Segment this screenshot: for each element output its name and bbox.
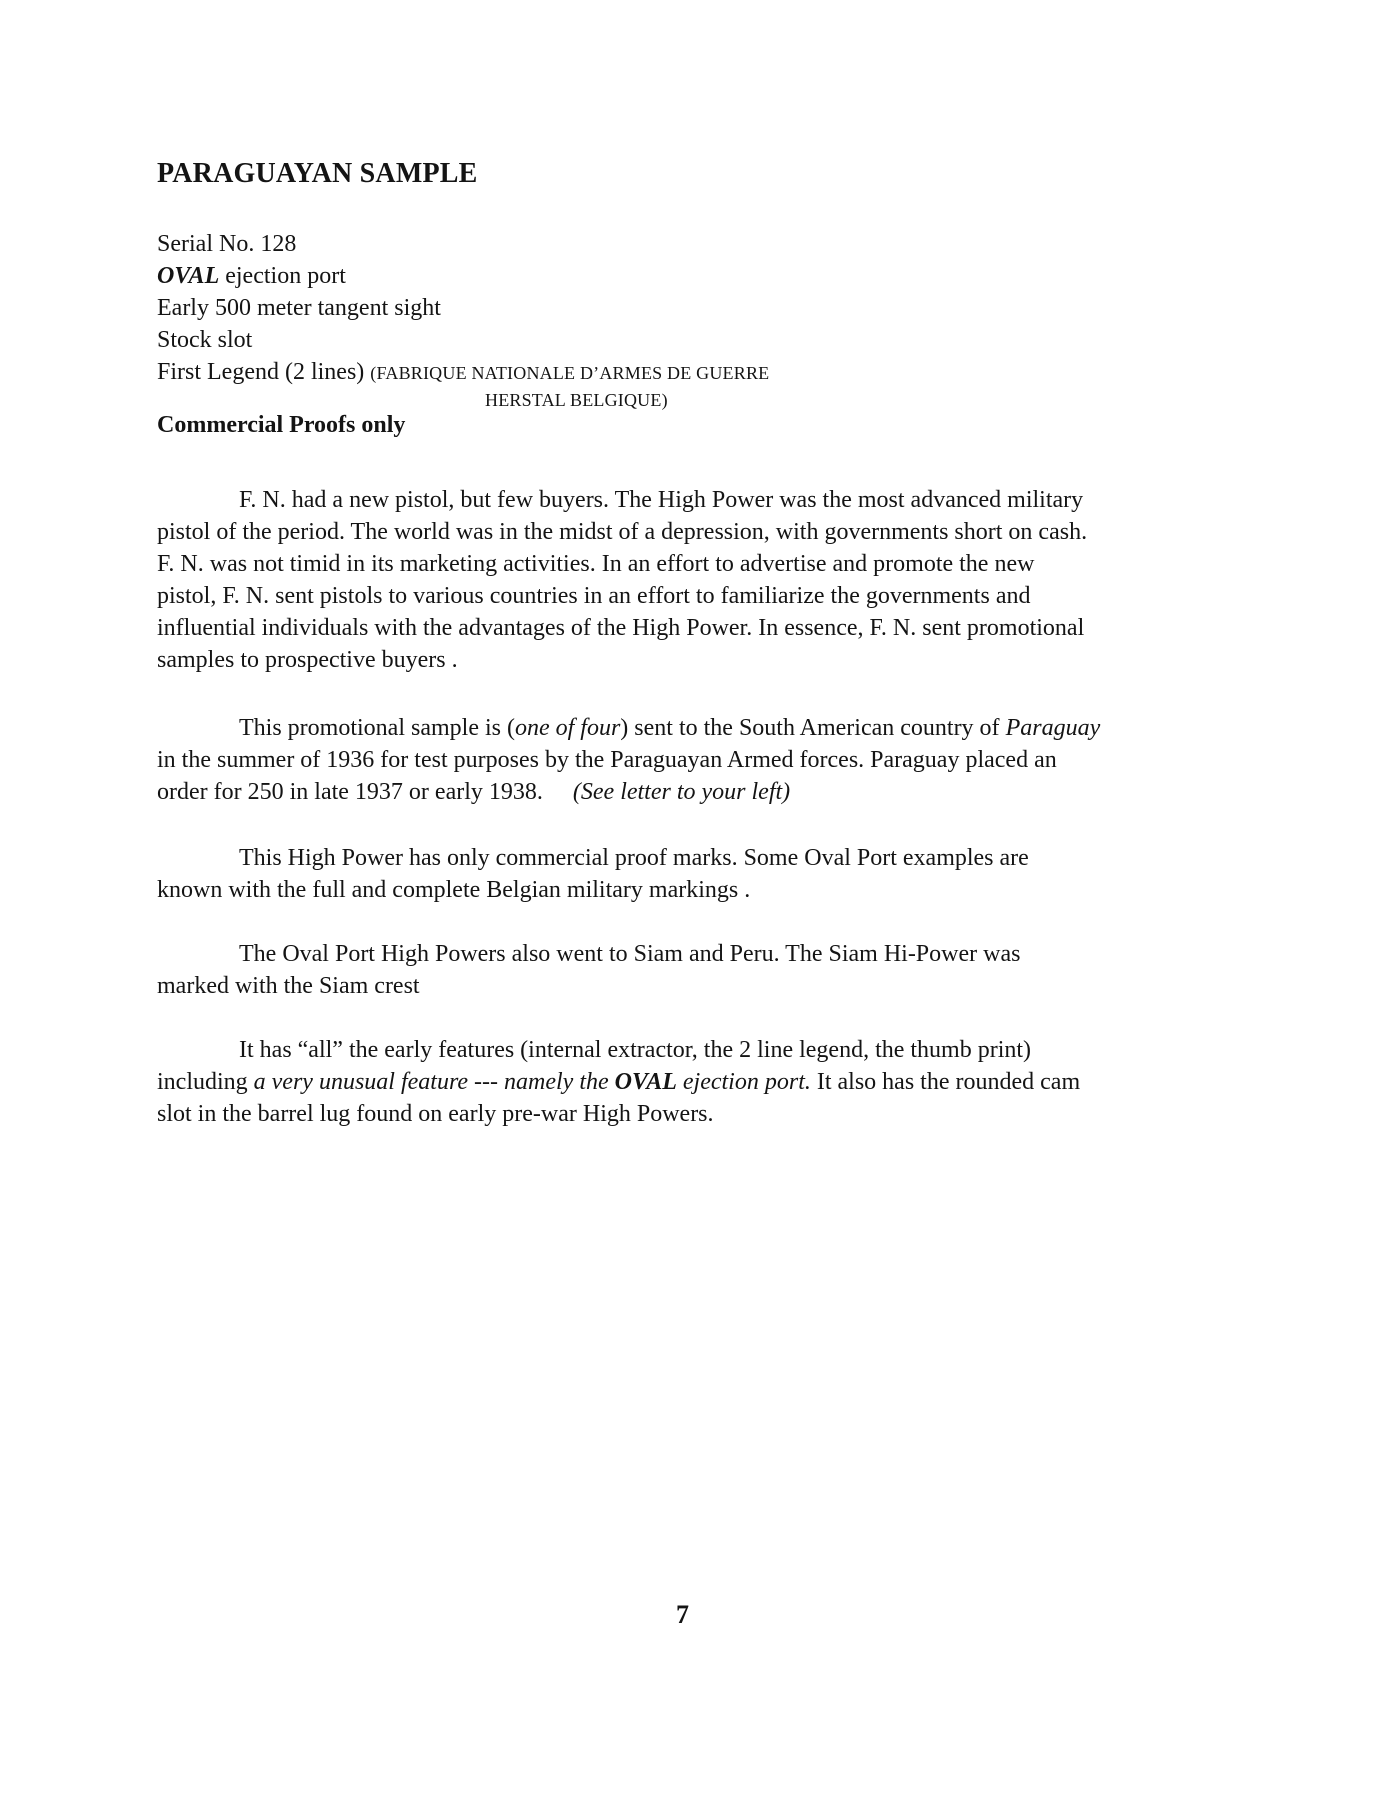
paragraph-paraguay bbox=[157, 712, 1237, 808]
paragraph-line: It has “all” the early features (internal extractor, the 2 line legend, the thumb print) bbox=[239, 1037, 1032, 1063]
paragraph-line: F. N. had a new pistol, but few buyers. The High Power was the most advanced military bbox=[239, 487, 1084, 513]
text-run: It also has the rounded cam bbox=[810, 1069, 1081, 1095]
paragraph-line: influential individuals with the advantages of the High Power. In essence, F. N. sent promotional bbox=[157, 615, 1085, 641]
legend-label: First Legend (2 lines) bbox=[157, 359, 371, 385]
legend-spec bbox=[157, 356, 769, 389]
paragraph-early-features bbox=[157, 1034, 1237, 1130]
page-number: 7 bbox=[676, 1600, 689, 1629]
oval-emphasis: OVAL bbox=[157, 263, 220, 289]
oval-emphasis: OVAL bbox=[614, 1069, 677, 1095]
paragraph-line: pistol, F. N. sent pistols to various countries in an effort to familiarize the governments and bbox=[157, 583, 1031, 609]
unusual-feature-emphasis: a very unusual feature --- namely the bbox=[253, 1069, 615, 1095]
ejection-port-spec bbox=[157, 260, 769, 292]
paragraph-marketing bbox=[157, 484, 1237, 676]
legend-line-2: HERSTAL BELGIQUE) bbox=[485, 390, 668, 410]
one-of-four-emphasis: one of four bbox=[514, 715, 621, 741]
sight-spec: Early 500 meter tangent sight bbox=[157, 295, 441, 321]
paragraph-line: F. N. was not timid in its marketing activities. In an effort to advertise and promote the new bbox=[157, 551, 1035, 577]
text-run: This promotional sample is ( bbox=[239, 715, 515, 741]
paragraph-line: known with the full and complete Belgian military markings . bbox=[157, 877, 751, 903]
ejection-port-text: ejection port bbox=[219, 263, 346, 289]
paragraph-line bbox=[157, 712, 1237, 744]
text-run: order for 250 in late 1937 or early 1938. bbox=[157, 779, 543, 805]
paragraph-line: in the summer of 1936 for test purposes by the Paraguayan Armed forces. Paraguay placed an bbox=[157, 747, 1057, 773]
serial-number: Serial No. 128 bbox=[157, 231, 297, 257]
spec-list bbox=[157, 228, 769, 389]
text-run: including bbox=[157, 1069, 254, 1095]
paragraph-line: pistol of the period. The world was in the midst of a depression, with governments short on cash. bbox=[157, 519, 1088, 545]
paragraph-line bbox=[157, 1066, 1237, 1098]
stock-spec: Stock slot bbox=[157, 327, 253, 353]
paragraph-line bbox=[157, 776, 1237, 808]
ejection-port-emphasis: ejection port. bbox=[676, 1069, 811, 1095]
paragraph-line: The Oval Port High Powers also went to Siam and Peru. The Siam Hi-Power was bbox=[239, 941, 1021, 967]
legend-line-1: (FABRIQUE NATIONALE D’ARMES DE GUERRE bbox=[370, 363, 770, 383]
page-title: PARAGUAYAN SAMPLE bbox=[157, 158, 478, 189]
paraguay-emphasis: Paraguay bbox=[1005, 715, 1101, 741]
paragraph-line: This High Power has only commercial proof marks. Some Oval Port examples are bbox=[239, 845, 1029, 871]
text-run: ) sent to the South American country of bbox=[620, 715, 1006, 741]
paragraph-proof-marks bbox=[157, 842, 1237, 906]
see-letter-note: (See letter to your left) bbox=[572, 779, 791, 805]
paragraph-siam-peru bbox=[157, 938, 1237, 1002]
paragraph-line: marked with the Siam crest bbox=[157, 973, 420, 999]
paragraph-line: slot in the barrel lug found on early pre-war High Powers. bbox=[157, 1101, 714, 1127]
paragraph-line: samples to prospective buyers . bbox=[157, 647, 458, 673]
commercial-proofs-heading: Commercial Proofs only bbox=[157, 412, 406, 438]
